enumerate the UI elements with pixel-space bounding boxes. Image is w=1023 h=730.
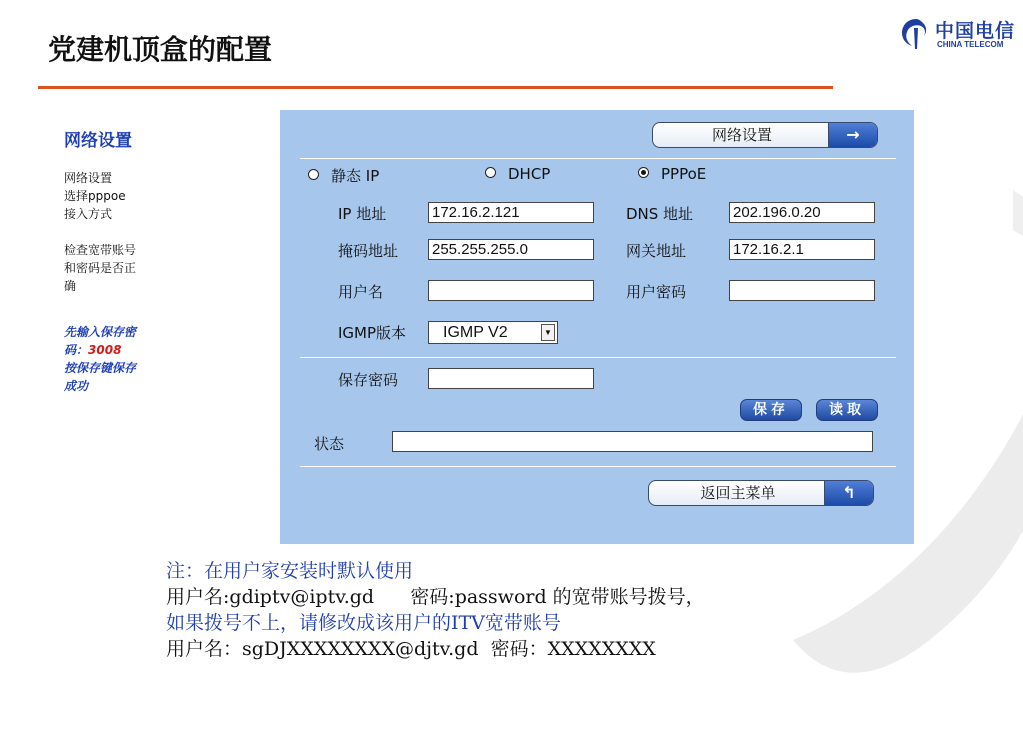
sidebar-check: 和密码是否正 <box>64 261 137 275</box>
igmp-version-select[interactable] <box>428 321 558 344</box>
ip-address-label: IP 地址 <box>338 205 387 223</box>
subnet-mask-input[interactable]: 255.255.255.0 <box>428 239 594 260</box>
sidebar-check: 检查宽带账号 <box>64 243 137 257</box>
radio-dhcp-dot <box>485 167 496 178</box>
sidebar-step: 选择pppoe <box>64 189 126 203</box>
sidebar-step: 接入方式 <box>64 207 113 221</box>
note-line: 注：在用户家安装时默认使用 <box>166 560 414 582</box>
save-password-input[interactable] <box>428 368 594 389</box>
chevron-down-icon[interactable]: ▼ <box>541 324 555 341</box>
radio-pppoe-dot-selected <box>638 167 649 178</box>
sidebar-note-prefix: 码： <box>64 343 89 357</box>
sidebar-note-password: 3008 <box>88 343 122 357</box>
logo-en-text: CHINA TELECOM <box>937 40 1004 49</box>
password-label: 用户密码 <box>626 283 687 301</box>
sidebar-note <box>64 341 184 359</box>
divider <box>300 158 896 159</box>
page-title: 党建机顶盒的配置 <box>48 33 273 66</box>
password-input[interactable] <box>729 280 875 301</box>
divider <box>300 357 896 358</box>
logo-cn-text: 中国电信 <box>935 20 1016 42</box>
radio-dhcp-label: DHCP <box>508 165 551 183</box>
china-telecom-logo <box>899 14 1016 56</box>
sidebar-note: 按保存键保存 <box>64 361 137 375</box>
save-password-label: 保存密码 <box>338 371 399 389</box>
radio-pppoe-label: PPPoE <box>661 165 707 183</box>
network-settings-panel <box>280 110 914 544</box>
radio-pppoe[interactable] <box>638 165 706 183</box>
network-settings-button[interactable] <box>652 122 878 148</box>
igmp-version-value: IGMP V2 <box>443 324 508 341</box>
divider <box>300 466 896 467</box>
status-field <box>392 431 873 452</box>
radio-static-ip-dot <box>308 169 319 180</box>
return-arrow-icon: ↰ <box>824 481 873 505</box>
radio-static-ip[interactable] <box>308 165 379 186</box>
sidebar-note: 成功 <box>64 379 89 393</box>
sidebar-step: 网络设置 <box>64 171 113 185</box>
sidebar-note: 先输入保存密 <box>64 325 137 339</box>
return-main-menu-button[interactable] <box>648 480 874 506</box>
gateway-label: 网关地址 <box>626 242 687 260</box>
save-button[interactable]: 保存 <box>740 399 802 421</box>
read-button[interactable]: 读取 <box>816 399 878 421</box>
radio-static-ip-label: 静态 IP <box>331 167 380 185</box>
radio-dhcp[interactable] <box>485 165 550 183</box>
arrow-right-icon: → <box>828 123 877 147</box>
install-note <box>166 558 705 662</box>
dns-address-label: DNS 地址 <box>626 205 694 223</box>
note-line: 用户名:gdiptv@iptv.gd 密码:password 的宽带账号拨号， <box>166 586 705 608</box>
title-divider <box>38 86 833 89</box>
dns-address-input[interactable]: 202.196.0.20 <box>729 202 875 223</box>
ip-address-input[interactable]: 172.16.2.121 <box>428 202 594 223</box>
sidebar-check: 确 <box>64 279 77 293</box>
status-label: 状态 <box>314 435 345 453</box>
username-input[interactable] <box>428 280 594 301</box>
telecom-swirl-icon <box>899 16 933 50</box>
instruction-sidebar <box>64 126 184 395</box>
network-settings-button-label: 网络设置 <box>711 126 772 144</box>
note-line: 用户名：sgDJXXXXXXXX@djtv.gd 密码：XXXXXXXX <box>166 638 656 660</box>
note-line: 如果拨号不上，请修改成该用户的ITV宽带账号 <box>166 612 561 634</box>
sidebar-heading: 网络设置 <box>64 131 132 151</box>
igmp-version-label: IGMP版本 <box>338 324 407 342</box>
username-label: 用户名 <box>338 283 384 301</box>
return-main-menu-label: 返回主菜单 <box>700 484 776 502</box>
subnet-mask-label: 掩码地址 <box>338 242 399 260</box>
gateway-input[interactable]: 172.16.2.1 <box>729 239 875 260</box>
